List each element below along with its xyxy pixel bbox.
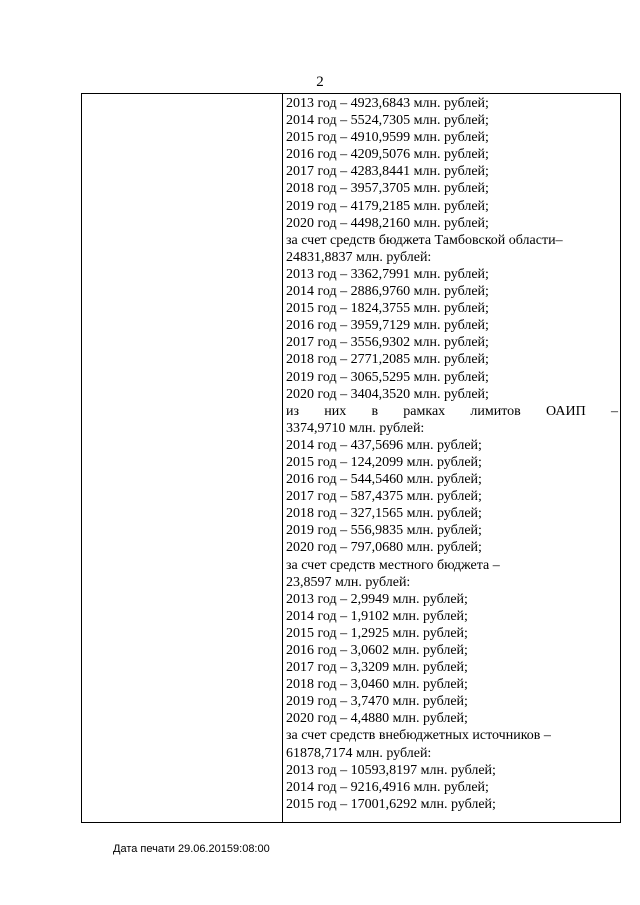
text-line: 2016 год – 3959,7129 млн. рублей; [286,318,489,334]
text-line: 2016 год – 544,5460 млн. рублей; [286,472,482,488]
text-line: за счет средств местного бюджета – [286,557,500,573]
text-line: 2015 год – 1,2925 млн. рублей; [286,625,468,641]
text-line: 2018 год – 327,1565 млн. рублей; [286,506,482,522]
text-line: 24831,8837 млн. рублей: [286,249,432,265]
text-line: 2019 год – 556,9835 млн. рублей; [286,523,482,539]
table-right-cell [286,95,618,813]
text-line: 2019 год – 3065,5295 млн. рублей; [286,369,489,385]
text-line: 2015 год – 17001,6292 млн. рублей; [286,796,496,812]
text-line: 2020 год – 797,0680 млн. рублей; [286,540,482,556]
text-line: 2013 год – 4923,6843 млн. рублей; [286,96,489,111]
text-line: 23,8597 млн. рублей: [286,574,411,590]
text-line: 2017 год – 4283,8441 млн. рублей; [286,164,489,180]
text-line: 2020 год – 4498,2160 млн. рублей; [286,215,489,231]
text-line: 2014 год – 9216,4916 млн. рублей; [286,779,489,795]
print-date-footer: Дата печати 29.06.20159:08:00 [113,843,270,855]
document-table [81,93,621,823]
text-line: 2015 год – 124,2099 млн. рублей; [286,454,482,470]
text-line: 3374,9710 млн. рублей: [286,420,425,436]
text-line: 2014 год – 437,5696 млн. рублей; [286,437,482,453]
text-line: 2013 год – 10593,8197 млн. рублей; [286,762,496,778]
text-line: 61878,7174 млн. рублей: [286,745,432,761]
text-line: 2014 год – 5524,7305 млн. рублей; [286,113,489,129]
text-line: за счет средств внебюджетных источников – [286,728,551,744]
text-line: за счет средств бюджета Тамбовской области– [286,232,563,248]
text-line: 2013 год – 2,9949 млн. рублей; [286,591,468,607]
text-line: 2020 год – 4,4880 млн. рублей; [286,711,468,727]
text-line: 2020 год – 3404,3520 млн. рублей; [286,386,489,402]
text-line: 2016 год – 4209,5076 млн. рублей; [286,147,489,163]
text-line: 2014 год – 2886,9760 млн. рублей; [286,284,489,300]
text-line: 2015 год – 4910,9599 млн. рублей; [286,130,489,146]
text-line: 2018 год – 2771,2085 млн. рублей; [286,352,489,368]
page-number: 2 [316,74,324,90]
text-line: 2016 год – 3,0602 млн. рублей; [286,643,468,658]
text-line: 2014 год – 1,9102 млн. рублей; [286,608,468,624]
text-line: 2019 год – 4179,2185 млн. рублей; [286,198,489,214]
text-line: 2017 год – 3556,9302 млн. рублей; [286,335,489,351]
text-line: 2018 год – 3,0460 млн. рублей; [286,677,468,693]
text-line: 2017 год – 3,3209 млн. рублей; [286,660,468,676]
column-divider [282,94,283,822]
text-line: из них в рамках лимитов ОАИП – [286,403,618,419]
text-line: 2019 год – 3,7470 млн. рублей; [286,694,468,710]
text-line: 2018 год – 3957,3705 млн. рублей; [286,181,489,197]
text-line: 2017 год – 587,4375 млн. рублей; [286,489,482,505]
text-line: 2015 год – 1824,3755 млн. рублей; [286,301,489,317]
text-line: 2013 год – 3362,7991 млн. рублей; [286,266,489,282]
